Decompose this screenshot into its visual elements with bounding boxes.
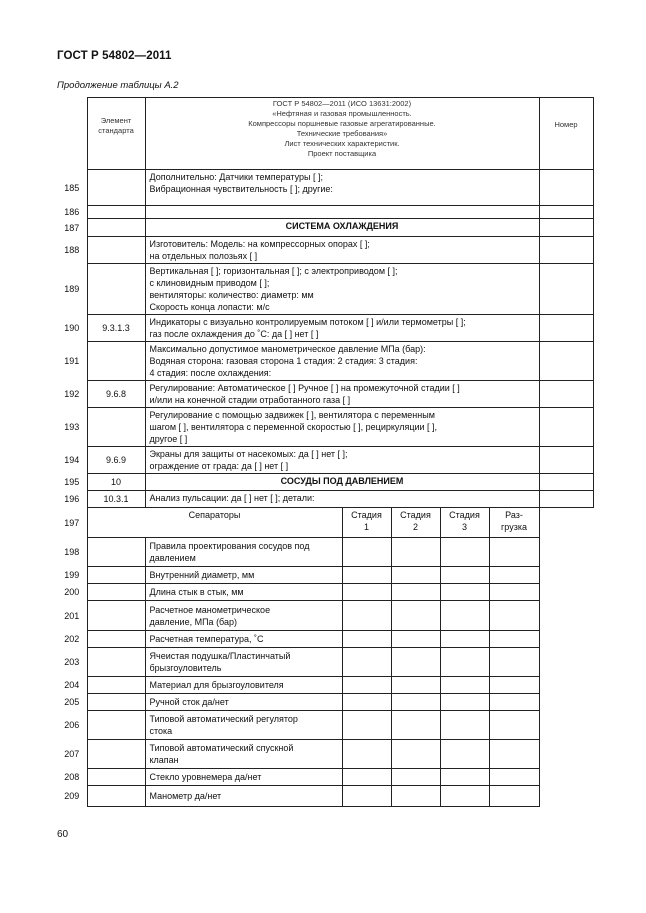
text-line: Проект поставщика [307,149,377,158]
separator-row [57,648,593,677]
text-line: Элемент [100,116,132,125]
text-line: шагом [ ], вентилятора с переменной скоростью [ ], рециркуляции [ ], [149,422,438,432]
row-number: 201 [64,610,80,621]
stage-value-cell [342,677,391,694]
text-line: «Нефтяная и газовая промышленность. [272,109,412,118]
stage-value-cell [489,584,539,601]
text-line: Расчетная температура, ˚С [149,634,264,644]
document-code: ГОСТ Р 54802—2011 [57,50,172,62]
number-cell [539,381,593,408]
row-number: 188 [64,245,80,255]
stage-value-cell [391,769,440,786]
stage-value-cell [391,567,440,584]
table-row [57,219,593,237]
separator-row [57,740,593,769]
parameter-name [145,601,342,631]
stage-value-cell [440,769,489,786]
text-line: 4 стадия: после охлаждения: [149,368,272,378]
row-number: 187 [64,222,80,233]
section-heading: СОСУДЫ ПОД ДАВЛЕНИЕМ [145,474,539,491]
number-cell [539,315,593,342]
parameter-name [145,769,342,786]
table-row [57,206,593,219]
parameter-name [145,711,342,740]
number-cell [539,447,593,474]
text-line: Анализ пульсации: да [ ] нет [ ]; детали: [149,493,315,503]
text-line: Материал для брызгоуловителя [149,680,284,690]
row-number: 205 [64,697,80,707]
text-line: 3 [461,522,467,532]
text-line: с клиновидным приводом [ ]; [149,278,270,288]
row-number: 209 [64,791,80,801]
text-line: Раз- [505,510,523,520]
parameter-name [145,567,342,584]
stage-value-cell [440,538,489,567]
text-line: Дополнительно: Датчики температуры [ ]; [149,172,323,182]
separator-row [57,567,593,584]
parameter-name [145,677,342,694]
stage-value-cell [391,601,440,631]
stage-column-header [391,508,440,538]
element-ref [87,219,145,237]
row-number: 206 [64,720,80,730]
stage-column-header [440,508,489,538]
text-line: ГОСТ Р 54802—2011 (ИСО 13631:2002) [272,99,412,108]
element-ref: 9.3.1.3 [87,315,145,342]
separator-row [57,601,593,631]
stage-value-cell [391,786,440,807]
stage-value-cell [489,740,539,769]
stage-value-cell [440,740,489,769]
element-header [87,98,145,170]
stage-value-cell [342,786,391,807]
stage-value-cell [489,786,539,807]
row-text [145,170,539,206]
stage-value-cell [342,648,391,677]
stage-value-cell [489,538,539,567]
stage-value-cell [440,711,489,740]
datasheet-title-header [145,98,539,170]
parameter-name [145,740,342,769]
row-number: 192 [64,389,80,399]
table-row [57,342,593,381]
element-ref [87,342,145,381]
separator-row [57,677,593,694]
table-header-row [57,98,593,170]
element-ref [87,769,145,786]
separators-label: Сепараторы [87,508,342,538]
row-number: 200 [64,587,80,597]
row-text [145,237,539,264]
stage-value-cell [342,567,391,584]
stage-value-cell [489,601,539,631]
row-number: 198 [64,547,80,557]
text-line: ограждение от града: да [ ] нет [ ] [149,461,289,471]
parameter-name [145,538,342,567]
text-line: стандарта [98,126,134,135]
text-line: Внутренний диаметр, мм [149,570,255,580]
parameter-name [145,631,342,648]
row-number: 196 [64,494,80,504]
stage-value-cell [342,538,391,567]
number-cell [539,206,593,219]
stage-value-cell [342,769,391,786]
row-number-blank [57,98,87,170]
separators-header-row [57,508,593,538]
text-line: 1 [363,522,369,532]
stage-value-cell [342,740,391,769]
text-line: Стадия [351,510,382,520]
parameter-name [145,694,342,711]
stage-value-cell [391,711,440,740]
row-number: 186 [64,207,80,217]
row-number: 203 [64,657,80,667]
stage-value-cell [342,694,391,711]
row-text [145,315,539,342]
text-line: Типовой автоматический спускной [149,743,294,753]
element-ref [87,408,145,447]
stage-value-cell [342,584,391,601]
row-text [145,447,539,474]
stage-value-cell [391,648,440,677]
element-ref: 9.6.9 [87,447,145,474]
separator-row [57,786,593,807]
text-line: стока [149,726,173,736]
element-ref: 10 [87,474,145,491]
row-number: 190 [64,323,80,333]
text-line: грузка [501,522,527,532]
text-line: Стекло уровнемера да/нет [149,772,262,782]
table-row [57,474,593,491]
text-line: на отдельных полозьях [ ] [149,251,258,261]
stage-value-cell [489,711,539,740]
stage-value-cell [440,567,489,584]
table-row [57,170,593,206]
parameter-name [145,648,342,677]
table-row [57,381,593,408]
text-line: Максимально допустимое манометрическое давление МПа (бар): [149,344,426,354]
text-line: Скорость конца лопасти: м/с [149,302,270,312]
row-text [145,264,539,315]
number-cell [539,474,593,491]
text-line: Ручной сток да/нет [149,697,229,707]
text-line: давление, МПа (бар) [149,616,238,627]
separator-row [57,694,593,711]
table-row [57,491,593,508]
separator-row [57,711,593,740]
element-ref [87,694,145,711]
text-line: Регулирование с помощью задвижек [ ], вентилятора с переменным [149,410,435,420]
stage-value-cell [440,631,489,648]
text-line: Ячеистая подушка/Пластинчатый [149,651,291,661]
stage-value-cell [440,601,489,631]
number-header: Номер [539,98,593,170]
text-line: вентиляторы: количество: диаметр: мм [149,290,314,300]
stage-value-cell [342,631,391,648]
element-ref: 9.6.8 [87,381,145,408]
stage-value-cell [440,677,489,694]
text-line: Индикаторы с визуально контролируемым потоком [ ] и/или термометры [ ]; [149,317,466,327]
text-line: Расчетное манометрическое [149,604,271,615]
stage-value-cell [391,538,440,567]
stage-value-cell [489,677,539,694]
row-number: 189 [64,284,80,294]
stage-value-cell [489,631,539,648]
stage-value-cell [489,769,539,786]
text-line: Технические требования» [296,129,388,138]
element-ref [87,648,145,677]
row-number: 207 [64,749,80,759]
element-ref [87,264,145,315]
number-cell [539,408,593,447]
element-ref [87,711,145,740]
text-line: Правила проектирования сосудов под [149,541,310,551]
text-line: 2 [412,522,418,532]
stage-value-cell [391,694,440,711]
stage-column-header [342,508,391,538]
text-line: Длина стык в стык, мм [149,587,244,597]
number-cell [539,264,593,315]
table-row [57,447,593,474]
table-row [57,264,593,315]
element-ref [87,567,145,584]
row-text [145,491,539,508]
row-text [145,342,539,381]
stage-value-cell [342,711,391,740]
spec-table [57,97,594,807]
row-number: 208 [64,772,80,782]
element-ref [87,538,145,567]
element-ref: 10.3.1 [87,491,145,508]
stage-value-cell [440,648,489,677]
separator-row [57,631,593,648]
row-number: 197 [64,517,80,528]
row-number: 199 [64,570,80,580]
stage-value-cell [391,677,440,694]
text-line: Вибрационная чувствительность [ ]; другие: [149,184,333,194]
text-line: другое [ ] [149,434,188,444]
text-line: Лист технических характеристик. [284,139,400,148]
text-line: Компрессоры поршневые газовые агрегатированные. [248,119,436,128]
stage-value-cell [391,740,440,769]
number-cell [539,491,593,508]
element-ref [87,677,145,694]
stage-value-cell [391,631,440,648]
element-ref [87,206,145,219]
text-line: Типовой автоматический регулятор [149,714,298,724]
element-ref [87,786,145,807]
row-number: 194 [64,455,80,465]
text-line: Вертикальная [ ]; горизонтальная [ ]; с электроприводом [ ]; [149,266,398,276]
stage-value-cell [489,567,539,584]
stage-value-cell [440,584,489,601]
row-text [145,408,539,447]
number-cell [539,170,593,206]
stage-value-cell [391,584,440,601]
row-number: 191 [64,356,80,366]
stage-column-header [489,508,539,538]
text-line: давлением [149,553,196,563]
row-number: 193 [64,422,80,432]
text-line: Манометр да/нет [149,791,222,801]
element-ref [87,631,145,648]
text-line: Водяная сторона: газовая сторона 1 стадия: 2 стадия: 3 стадия: [149,356,418,366]
page-number: 60 [57,829,69,840]
text-line: Регулирование: Автоматическое [ ] Ручное [ ] на промежуточной стадии [ ] [149,383,460,393]
row-number: 202 [64,634,80,644]
row-number: 185 [64,182,80,193]
text-line: газ после охлаждения до ˚С: да [ ] нет [ ] [149,329,319,339]
element-ref [87,740,145,769]
separator-row [57,538,593,567]
table-row [57,237,593,264]
text-line: Стадия [449,510,480,520]
stage-value-cell [342,601,391,631]
text-line: и/или на конечной стадии отработанного газа [ ] [149,395,351,405]
parameter-name [145,584,342,601]
row-number: 195 [64,477,80,487]
element-ref [87,601,145,631]
row-text [145,206,539,219]
number-cell [539,237,593,264]
element-ref [87,584,145,601]
row-number: 204 [64,680,80,690]
parameter-name [145,786,342,807]
text-line: брызгоуловитель [149,663,222,673]
text-line: Стадия [400,510,431,520]
stage-value-cell [489,694,539,711]
stage-value-cell [489,648,539,677]
table-continuation-caption: Продолжение таблицы А.2 [57,80,179,91]
separator-row [57,584,593,601]
section-heading: СИСТЕМА ОХЛАЖДЕНИЯ [145,219,539,237]
text-line: клапан [149,755,179,765]
stage-value-cell [440,786,489,807]
separator-row [57,769,593,786]
row-text [145,381,539,408]
table-row [57,315,593,342]
text-line: Изготовитель: Модель: на компрессорных опорах [ ]; [149,239,370,249]
number-cell [539,342,593,381]
number-cell [539,219,593,237]
element-ref [87,170,145,206]
text-line: Экраны для защиты от насекомых: да [ ] нет [ ]; [149,449,348,459]
element-ref [87,237,145,264]
stage-value-cell [440,694,489,711]
table-row [57,408,593,447]
